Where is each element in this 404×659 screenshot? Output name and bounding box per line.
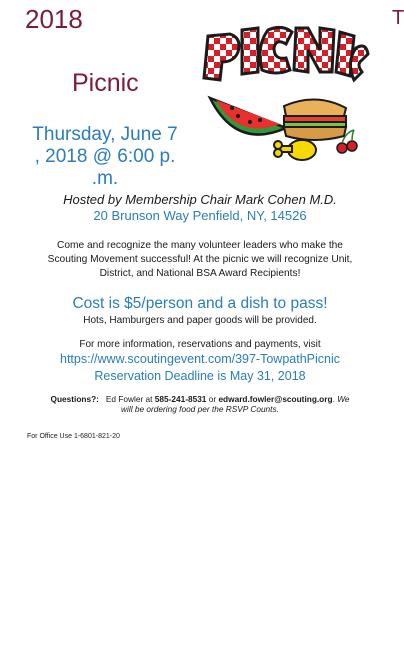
date-line-1: Thursday, June 7 [32,124,178,145]
year-heading: 2018 [25,4,83,34]
date-line-2: , 2018 @ 6:00 p. [34,146,176,167]
host-line: Hosted by Membership Chair Mark Cohen M.D. [63,192,337,207]
paragraph-line-3: District, and National BSA Award Recipients! [99,268,301,279]
date-line-3: .m. [91,168,119,189]
picnic-lettering-graphic [204,27,368,80]
questions-label: Questions?: [50,394,99,404]
office-use-code: For Office Use 1-6801-821-20 [27,433,120,440]
reservation-deadline: Reservation Deadline is May 31, 2018 [94,369,306,383]
contact-prefix: Ed Fowler at [105,394,153,404]
cut-off-heading-letter: T [392,7,404,29]
event-date-time [20,124,190,190]
sandwich-graphic [284,99,346,140]
food-note: Hots, Hamburgers and paper goods will be provided. [83,315,317,326]
questions-contact: Questions?: Ed Fowler at 585-241-8531 or edward.fowler@scouting.org. We will be ordering food per the RSVP Counts. [50,394,350,414]
or-word: or [208,394,217,404]
registration-link[interactable]: https://www.scoutingevent.com/397-TowpathPicnic [60,352,340,366]
recognition-paragraph [0,239,400,281]
contact-email[interactable]: edward.fowler@scouting.org [218,394,333,404]
event-subtitle: Picnic [72,69,139,97]
paragraph-line-2: Scouting Movement successful! At the picnic we will recognize Unit, [47,254,353,265]
info-intro: For more information, reservations and payments, visit [79,339,321,350]
cost-headline: Cost is $5/person and a dish to pass! [72,295,328,312]
rsvp-note-start: We [337,394,350,404]
picnic-logo-image [196,20,366,170]
paragraph-line-1: Come and recognize the many volunteer leaders who make the [57,240,343,251]
watermelon-graphic [210,98,286,135]
contact-phone[interactable]: 585-241-8531 [154,394,207,404]
rsvp-note-end: will be ordering food per the RSVP Counts. [121,404,279,414]
drumstick-graphic [274,140,316,160]
event-address: 20 Brunson Way Penfield, NY, 14526 [93,208,307,223]
